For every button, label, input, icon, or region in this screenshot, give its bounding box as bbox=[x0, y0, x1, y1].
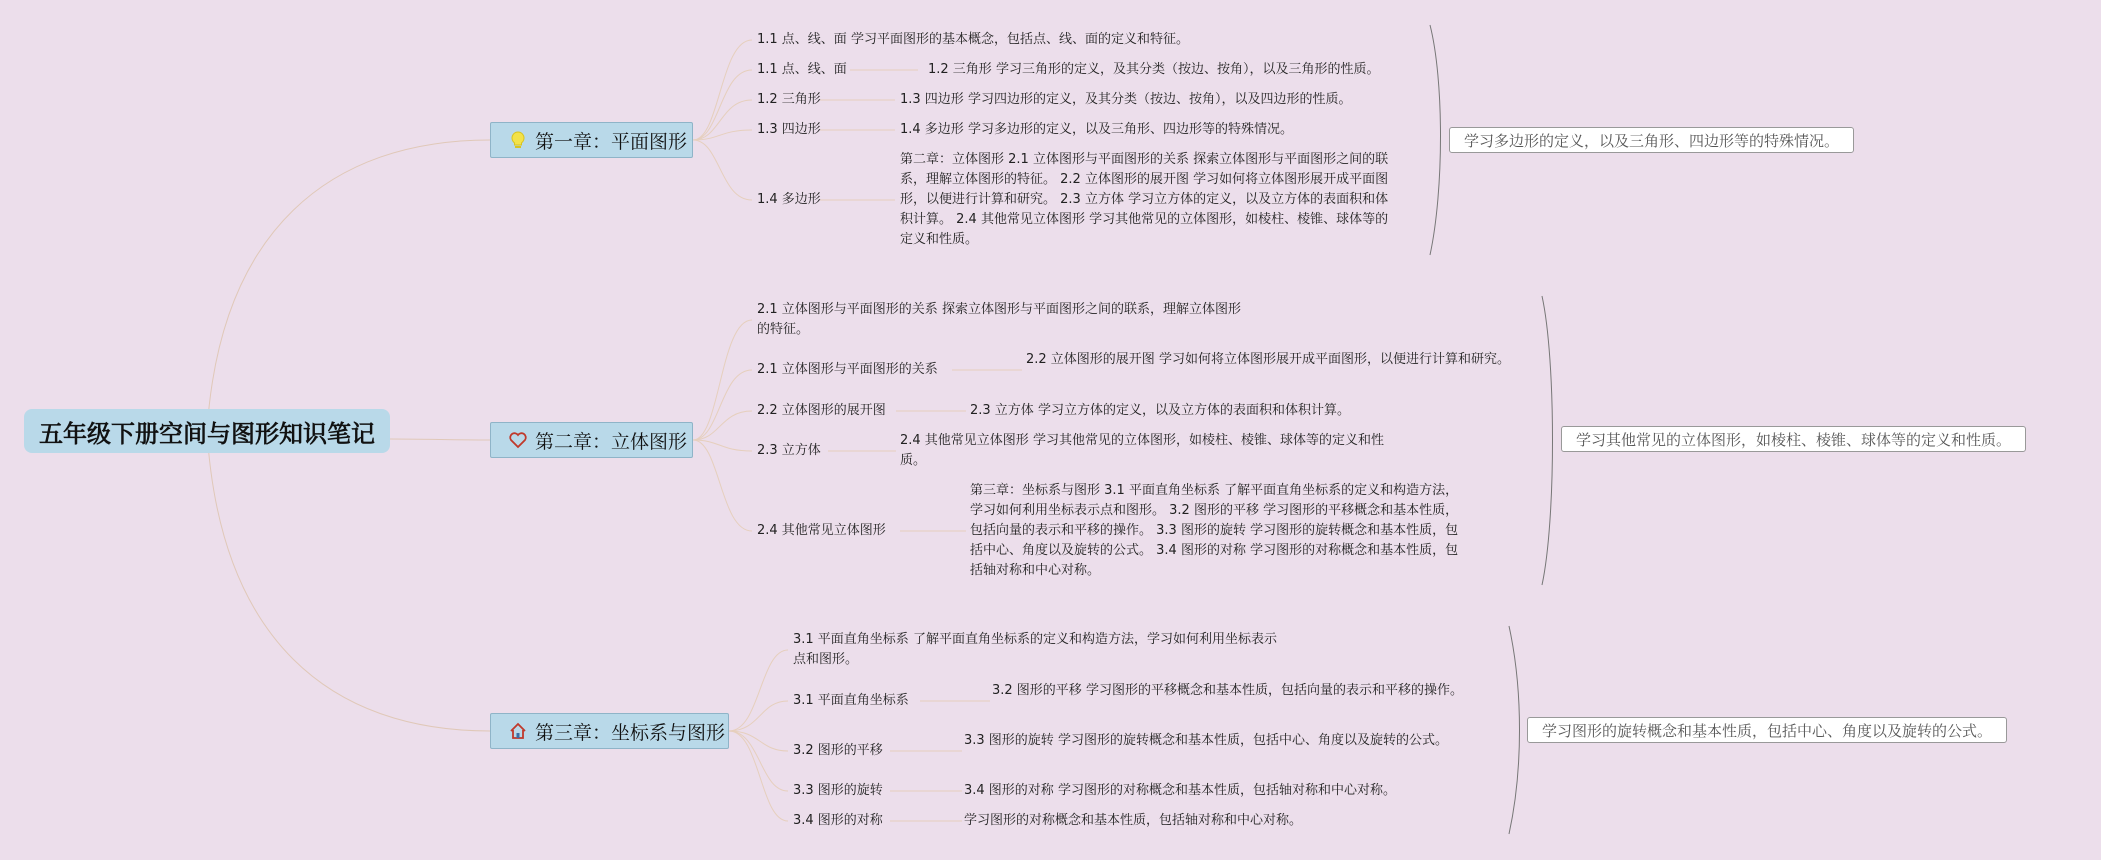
lightbulb-icon bbox=[507, 129, 529, 151]
chapter-2-title: 第二章：立体图形 bbox=[535, 430, 688, 453]
chapter-1-intro[interactable]: 1.1 点、线、面 学习平面图形的基本概念，包括点、线、面的定义和特征。 bbox=[757, 32, 1189, 47]
chapter-3-item-3[interactable]: 3.3 图形的旋转 bbox=[793, 783, 883, 798]
chapter-3-intro[interactable]: 3.1 平面直角坐标系 了解平面直角坐标系的定义和构造方法，学习如何利用坐标表示点和图形。 bbox=[793, 632, 1277, 667]
chapter-1-item-1[interactable]: 1.1 点、线、面 bbox=[757, 62, 847, 77]
chapter-3-item-4-detail[interactable]: 学习图形的对称概念和基本性质，包括轴对称和中心对称。 bbox=[964, 813, 1303, 828]
chapter-3-item-2[interactable]: 3.2 图形的平移 bbox=[793, 743, 883, 758]
chapter-2-summary[interactable]: 学习其他常见的立体图形，如棱柱、棱锥、球体等的定义和性质。 bbox=[1561, 426, 2026, 452]
chapter-3-item-4[interactable]: 3.4 图形的对称 bbox=[793, 813, 883, 828]
chapter-1-item-4[interactable]: 1.4 多边形 bbox=[757, 192, 821, 207]
chapter-3-item-1[interactable]: 3.1 平面直角坐标系 bbox=[793, 693, 909, 708]
chapter-2-item-2[interactable]: 2.2 立体图形的展开图 bbox=[757, 403, 886, 418]
chapter-2-item-3-detail[interactable]: 2.4 其他常见立体图形 学习其他常见的立体图形，如棱柱、棱锥、球体等的定义和性质。 bbox=[900, 433, 1384, 468]
chapter-2-item-1-detail[interactable]: 2.2 立体图形的展开图 学习如何将立体图形展开成平面图形，以便进行计算和研究。 bbox=[1026, 352, 1510, 367]
chapter-1-summary[interactable]: 学习多边形的定义，以及三角形、四边形等的特殊情况。 bbox=[1449, 127, 1854, 153]
heart-icon bbox=[507, 429, 529, 451]
chapter-3-topic[interactable] bbox=[490, 713, 729, 749]
chapter-3-item-2-detail[interactable]: 3.3 图形的旋转 学习图形的旋转概念和基本性质，包括中心、角度以及旋转的公式。 bbox=[964, 733, 1448, 748]
chapter-2-intro[interactable]: 2.1 立体图形与平面图形的关系 探索立体图形与平面图形之间的联系，理解立体图形的特征。 bbox=[757, 302, 1241, 337]
chapter-1-item-4-detail[interactable]: 第二章：立体图形 2.1 立体图形与平面图形的关系 探索立体图形与平面图形之间的联系，理解立体图形的特征。 2.2 立体图形的展开图 学习如何将立体图形展开成平面图形，以便进行计算和研究。 2.3 立方体 学习立方体的定义，以及立方体的表面积和体积计算。 2.4 其他常见立体图形 学习其他常见的立体图形，如棱柱、棱锥、球体等的定义和性质。 bbox=[900, 152, 1389, 247]
chapter-1-item-3[interactable]: 1.3 四边形 bbox=[757, 122, 821, 137]
chapter-1-item-1-detail[interactable]: 1.2 三角形 学习三角形的定义，及其分类（按边、按角），以及三角形的性质。 bbox=[928, 62, 1380, 77]
root-topic[interactable]: 五年级下册空间与图形知识笔记 bbox=[24, 409, 390, 453]
chapter-3-summary[interactable]: 学习图形的旋转概念和基本性质，包括中心、角度以及旋转的公式。 bbox=[1527, 717, 2007, 743]
chapter-2-item-3[interactable]: 2.3 立方体 bbox=[757, 443, 821, 458]
chapter-3-title: 第三章：坐标系与图形 bbox=[535, 721, 726, 744]
chapter-2-item-2-detail[interactable]: 2.3 立方体 学习立方体的定义，以及立方体的表面积和体积计算。 bbox=[970, 403, 1350, 418]
chapter-1-item-2[interactable]: 1.2 三角形 bbox=[757, 92, 821, 107]
chapter-3-item-3-detail[interactable]: 3.4 图形的对称 学习图形的对称概念和基本性质，包括轴对称和中心对称。 bbox=[964, 783, 1396, 798]
chapter-2-item-1[interactable]: 2.1 立体图形与平面图形的关系 bbox=[757, 362, 938, 377]
chapter-2-item-4[interactable]: 2.4 其他常见立体图形 bbox=[757, 523, 886, 538]
home-icon bbox=[507, 720, 529, 742]
chapter-2-topic[interactable] bbox=[490, 422, 693, 458]
chapter-1-item-2-detail[interactable]: 1.3 四边形 学习四边形的定义，及其分类（按边、按角），以及四边形的性质。 bbox=[900, 92, 1352, 107]
chapter-1-title: 第一章：平面图形 bbox=[535, 130, 688, 153]
chapter-1-item-3-detail[interactable]: 1.4 多边形 学习多边形的定义，以及三角形、四边形等的特殊情况。 bbox=[900, 122, 1293, 137]
chapter-3-item-1-detail[interactable]: 3.2 图形的平移 学习图形的平移概念和基本性质，包括向量的表示和平移的操作。 bbox=[992, 683, 1463, 698]
chapter-1-topic[interactable] bbox=[490, 122, 693, 158]
chapter-2-item-4-detail[interactable]: 第三章：坐标系与图形 3.1 平面直角坐标系 了解平面直角坐标系的定义和构造方法，学习如何利用坐标表示点和图形。 3.2 图形的平移 学习图形的平移概念和基本性质，包括向量的表示和平移的操作。 3.3 图形的旋转 学习图形的旋转概念和基本性质，包括中心、角度以及旋转的公式。 3.4 图形的对称 学习图形的对称概念和基本性质，包括轴对称和中心对称。 bbox=[970, 483, 1459, 578]
